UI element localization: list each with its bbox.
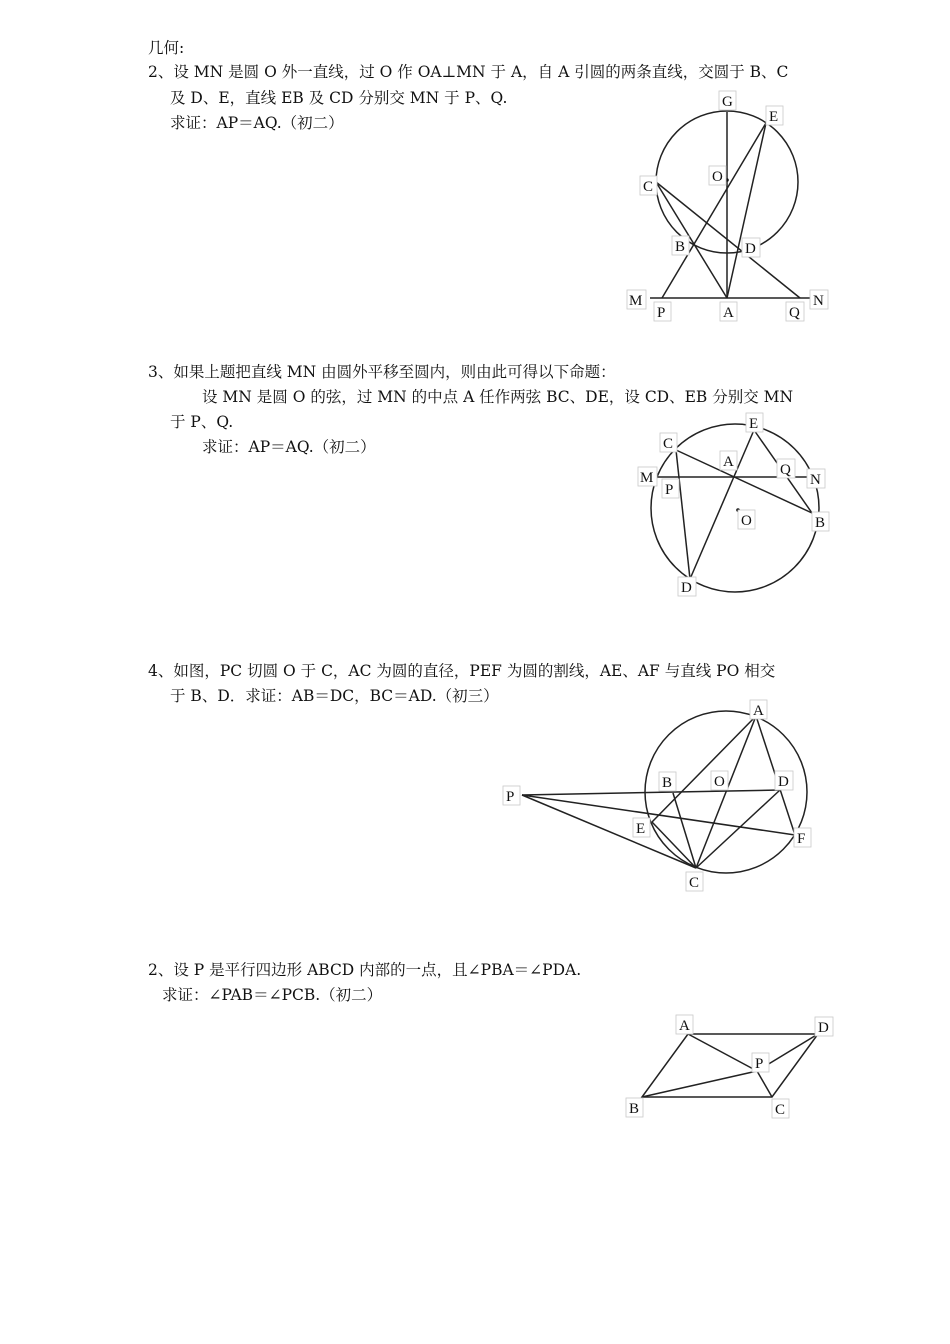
fig4-label-B: B bbox=[629, 1101, 640, 1117]
fig1-label-M: M bbox=[629, 293, 643, 309]
fig3-label-P: P bbox=[506, 789, 515, 805]
fig4-label-C: C bbox=[775, 1102, 786, 1118]
problem-3-line-3: 于 P、Q. bbox=[170, 413, 234, 431]
fig3-label-O: O bbox=[714, 774, 725, 790]
fig1-label-A: A bbox=[723, 305, 734, 321]
problem-2-line-1: 2、设 MN 是圆 O 外一直线，过 O 作 OA⊥MN 于 A，自 A 引圆的两条直线，交圆于 B、C bbox=[148, 63, 789, 81]
fig2-label-O: O bbox=[741, 513, 752, 529]
fig2-label-N: N bbox=[810, 472, 821, 488]
fig1-label-P: P bbox=[657, 305, 666, 321]
fig3-label-A: A bbox=[753, 703, 764, 719]
problem-5-line-1: 2、设 P 是平行四边形 ABCD 内部的一点，且∠PBA＝∠PDA. bbox=[148, 961, 582, 979]
fig4-label-D: D bbox=[818, 1020, 829, 1036]
fig4-line-AP bbox=[688, 1034, 757, 1071]
problem-5-line-2: 求证：∠PAB＝∠PCB.（初二） bbox=[162, 986, 383, 1004]
fig1-label-B: B bbox=[675, 239, 686, 255]
fig1-label-O: O bbox=[712, 169, 723, 185]
fig4-line-CP bbox=[757, 1071, 772, 1097]
section-title: 几何: bbox=[148, 39, 185, 57]
fig1-label-E: E bbox=[769, 109, 779, 125]
fig1-label-G: G bbox=[722, 94, 733, 110]
fig2-label-E: E bbox=[749, 416, 759, 432]
fig2-label-B: B bbox=[815, 515, 826, 531]
problem-3-line-4: 求证：AP＝AQ.（初二） bbox=[202, 438, 376, 456]
fig2-label-M: M bbox=[640, 470, 654, 486]
fig1-label-D: D bbox=[745, 241, 756, 257]
fig2-label-A: A bbox=[723, 454, 734, 470]
fig3-label-F: F bbox=[797, 831, 806, 847]
fig2-label-P: P bbox=[665, 482, 674, 498]
fig3-label-E: E bbox=[636, 821, 646, 837]
problem-2-line-2: 及 D、E，直线 EB 及 CD 分别交 MN 于 P、Q. bbox=[170, 89, 508, 107]
fig1-label-C: C bbox=[643, 179, 654, 195]
fig2-label-Q: Q bbox=[780, 462, 791, 478]
fig4-label-A: A bbox=[679, 1018, 690, 1034]
problem-4-line-1: 4、如图，PC 切圆 O 于 C，AC 为圆的直径，PEF 为圆的割线，AE、AF 与直线 PO 相交 bbox=[148, 662, 776, 680]
fig3-label-B: B bbox=[662, 775, 673, 791]
problem-2-line-3: 求证：AP＝AQ.（初二） bbox=[170, 114, 344, 132]
fig2-label-C: C bbox=[663, 436, 674, 452]
problem-3-line-2: 设 MN 是圆 O 的弦，过 MN 的中点 A 任作两弦 BC、DE，设 CD、EB 分别交 MN bbox=[202, 388, 794, 406]
fig4-label-P: P bbox=[755, 1056, 764, 1072]
problem-4-line-2: 于 B、D．求证：AB＝DC，BC＝AD.（初三） bbox=[170, 687, 499, 705]
fig1-label-Q: Q bbox=[789, 305, 800, 321]
problem-3-line-1: 3、如果上题把直线 MN 由圆外平移至圆内，则由此可得以下命题： bbox=[148, 363, 616, 381]
fig3-label-C: C bbox=[689, 875, 700, 891]
fig2-label-D: D bbox=[681, 580, 692, 596]
fig1-label-N: N bbox=[813, 293, 824, 309]
fig4-line-BP bbox=[642, 1071, 757, 1097]
fig4-parallelogram-ABCD bbox=[642, 1034, 818, 1097]
fig3-label-D: D bbox=[778, 774, 789, 790]
